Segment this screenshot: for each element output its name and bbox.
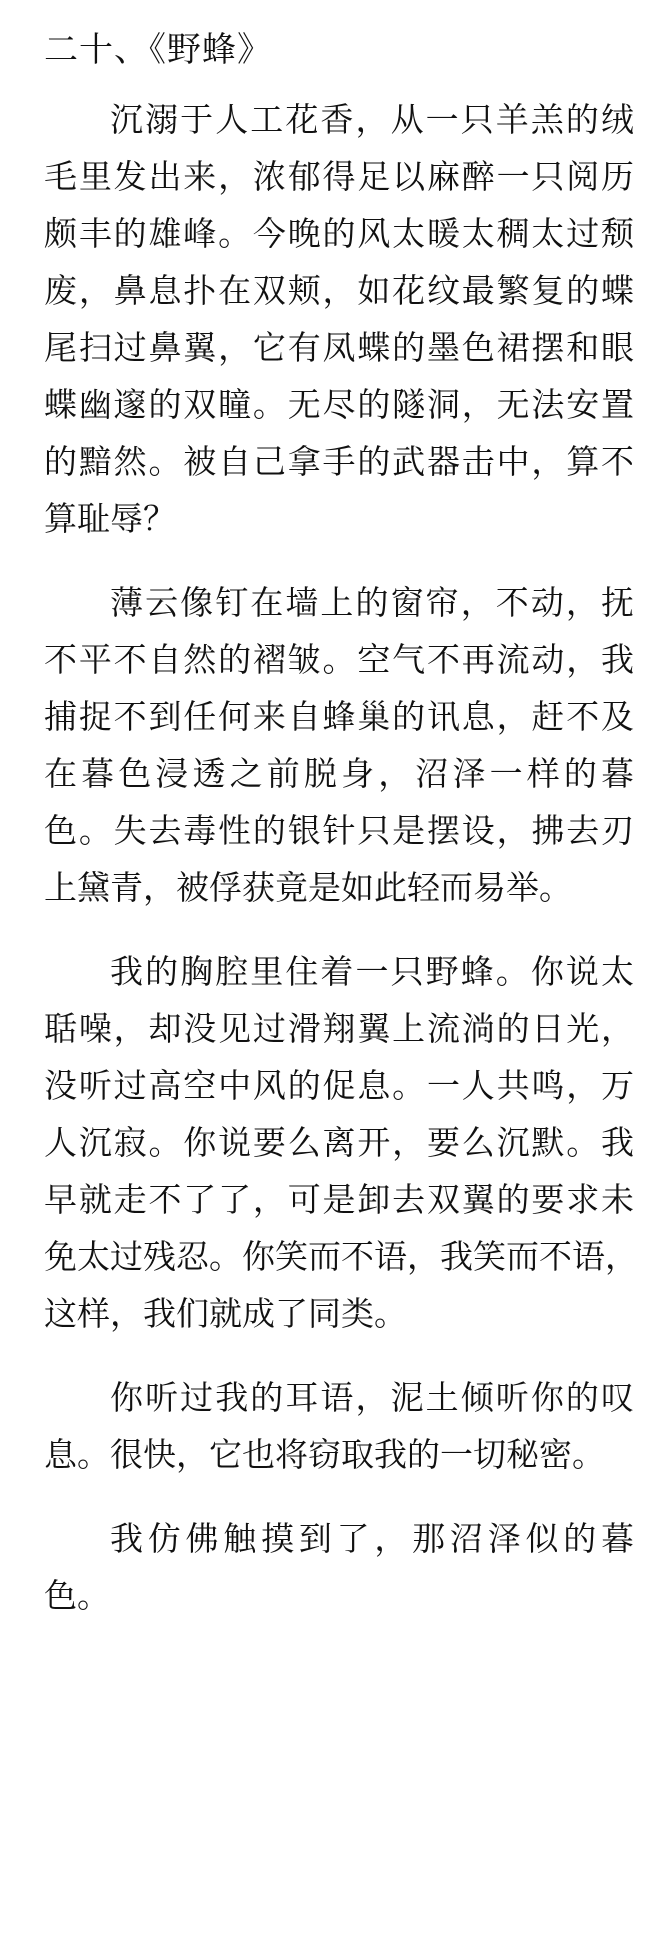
text-line: 聒噪，却没见过滑翔翼上流淌的日光， xyxy=(44,1009,634,1048)
text-line: 你听过我的耳语，泥土倾听你的叹 xyxy=(110,1378,634,1417)
text-line: 捕捉不到任何来自蜂巢的讯息，赶不及 xyxy=(44,697,634,736)
text-line: 我的胸腔里住着一只野蜂。你说太 xyxy=(110,952,634,991)
text-line: 我仿佛触摸到了，那沼泽似的暮 xyxy=(110,1519,634,1558)
text-line: 在暮色浸透之前脱身，沼泽一样的暮 xyxy=(44,754,634,793)
text-line: 毛里发出来，浓郁得足以麻醉一只阅历 xyxy=(44,157,634,196)
text-line: 早就走不了了，可是卸去双翼的要求未 xyxy=(44,1180,634,1219)
text-line: 尾扫过鼻翼，它有凤蝶的墨色裙摆和眼 xyxy=(44,328,634,367)
text-line: 蝶幽邃的双瞳。无尽的隧洞，无法安置 xyxy=(44,385,634,424)
text-line: 息。很快，它也将窃取我的一切秘密。 xyxy=(44,1435,605,1474)
text-line: 免太过残忍。你笑而不语，我笑而不语， xyxy=(44,1237,638,1276)
text-line: 色。 xyxy=(44,1576,110,1615)
document-title: 二十、《野蜂》 xyxy=(44,30,272,70)
text-line: 色。失去毒性的银针只是摆设，拂去刃 xyxy=(44,811,634,850)
text-line: 没听过高空中风的促息。一人共鸣，万 xyxy=(44,1066,634,1105)
text-line: 这样，我们就成了同类。 xyxy=(44,1294,407,1333)
text-line: 沉溺于人工花香，从一只羊羔的绒 xyxy=(110,100,634,139)
text-line: 废，鼻息扑在双颊，如花纹最繁复的蝶 xyxy=(44,271,634,310)
text-line: 人沉寂。你说要么离开，要么沉默。我 xyxy=(44,1123,634,1162)
text-line: 薄云像钉在墙上的窗帘，不动，抚 xyxy=(110,583,634,622)
text-line: 算耻辱？ xyxy=(44,499,176,538)
text-line: 不平不自然的褶皱。空气不再流动，我 xyxy=(44,640,634,679)
text-line: 的黯然。被自己拿手的武器击中，算不 xyxy=(44,442,634,481)
text-line: 颇丰的雄峰。今晚的风太暖太稠太过颓 xyxy=(44,214,634,253)
text-line: 上黛青，被俘获竟是如此轻而易举。 xyxy=(44,868,572,907)
